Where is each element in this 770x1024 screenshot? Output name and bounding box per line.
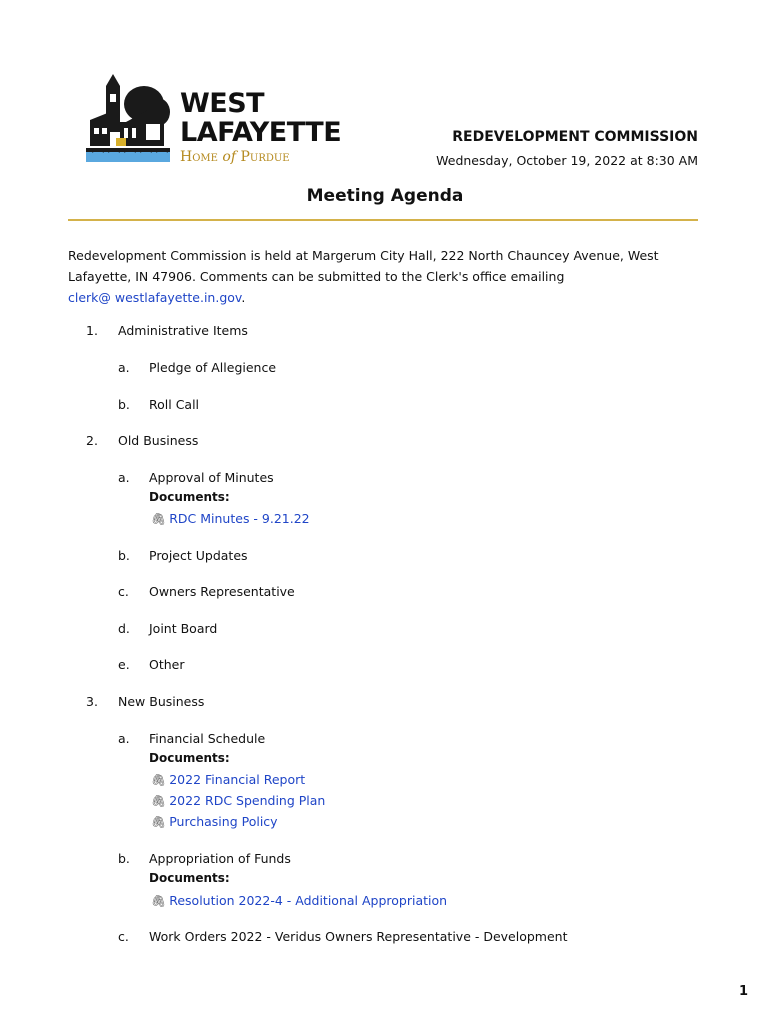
item-letter: d. (118, 621, 130, 636)
document-link[interactable] (151, 772, 305, 787)
item-letter: b. (118, 851, 130, 866)
item-letter: b. (118, 548, 130, 563)
logo-tag-purdue: Purdue (240, 149, 290, 165)
intro-end: . (241, 290, 246, 305)
document-link[interactable] (151, 793, 325, 808)
meeting-datetime: Wednesday, October 19, 2022 at 8:30 AM (436, 153, 698, 168)
documents-label: Documents: (149, 871, 230, 885)
section-title: New Business (118, 694, 205, 709)
logo-tagline (180, 149, 290, 165)
paperclip-icon: 🖇︎ (151, 894, 167, 908)
document-link[interactable] (151, 511, 310, 526)
paperclip-icon: 🖇︎ (151, 794, 167, 808)
document-link[interactable] (151, 893, 447, 908)
paperclip-icon: 🖇︎ (151, 815, 167, 829)
organization-name: REDEVELOPMENT COMMISSION (452, 129, 698, 145)
logo-wordmark (180, 90, 341, 146)
city-hall-logo-graphic (86, 72, 178, 168)
agenda-item-other: Other (149, 657, 185, 672)
page-title: Meeting Agenda (306, 186, 464, 206)
agenda-item-project-updates: Project Updates (149, 548, 248, 563)
agenda-item-pledge: Pledge of Allegience (149, 360, 277, 375)
agenda-item-approval-of-minutes: Approval of Minutes (149, 470, 274, 485)
agenda-item-financial-schedule: Financial Schedule (149, 731, 266, 746)
item-letter: a. (118, 731, 130, 746)
clerk-email-link[interactable]: clerk@ westlafayette.in.gov (68, 290, 242, 305)
item-letter: e. (118, 657, 130, 672)
agenda-item-roll-call: Roll Call (149, 397, 200, 412)
agenda-item-work-orders: Work Orders 2022 - Veridus Owners Representative - Development (149, 929, 568, 944)
intro-text: Redevelopment Commission is held at Margerum City Hall, 222 North Chauncey Avenue, West Lafayette, IN 47906. Comments can be submitted to the Clerk's office emailing (68, 248, 659, 284)
item-letter: a. (118, 470, 130, 485)
logo-tag-of: of (222, 149, 237, 165)
logo-tag-home: Home (180, 149, 218, 165)
agenda-item-appropriation-of-funds: Appropriation of Funds (149, 851, 291, 866)
west-lafayette-logo (86, 72, 342, 168)
section-title: Old Business (118, 433, 199, 448)
paperclip-icon: 🖇︎ (151, 512, 167, 526)
document-link-label: 2022 Financial Report (169, 772, 306, 787)
item-letter: c. (118, 584, 129, 599)
document-link-label: RDC Minutes - 9.21.22 (169, 511, 310, 526)
section-title: Administrative Items (118, 323, 248, 338)
title-divider (68, 219, 698, 221)
item-letter: b. (118, 397, 130, 412)
section-number: 2. (86, 433, 98, 448)
agenda-item-joint-board: Joint Board (149, 621, 218, 636)
documents-label: Documents: (149, 751, 230, 765)
document-link[interactable] (151, 814, 278, 829)
section-number: 3. (86, 694, 98, 709)
logo-line-lafayette: LAFAYETTE (180, 117, 342, 148)
paperclip-icon: 🖇︎ (151, 773, 167, 787)
agenda-item-owners-representative: Owners Representative (149, 584, 295, 599)
document-link-label: Resolution 2022-4 - Additional Appropriation (169, 893, 448, 908)
section-number: 1. (86, 323, 98, 338)
item-letter: a. (118, 360, 130, 375)
logo-line-west: WEST (180, 88, 265, 119)
documents-label: Documents: (149, 490, 230, 504)
intro-paragraph (68, 245, 698, 308)
item-letter: c. (118, 929, 129, 944)
page-number: 1 (738, 984, 748, 999)
document-link-label: 2022 RDC Spending Plan (169, 793, 326, 808)
document-link-label: Purchasing Policy (169, 814, 278, 829)
